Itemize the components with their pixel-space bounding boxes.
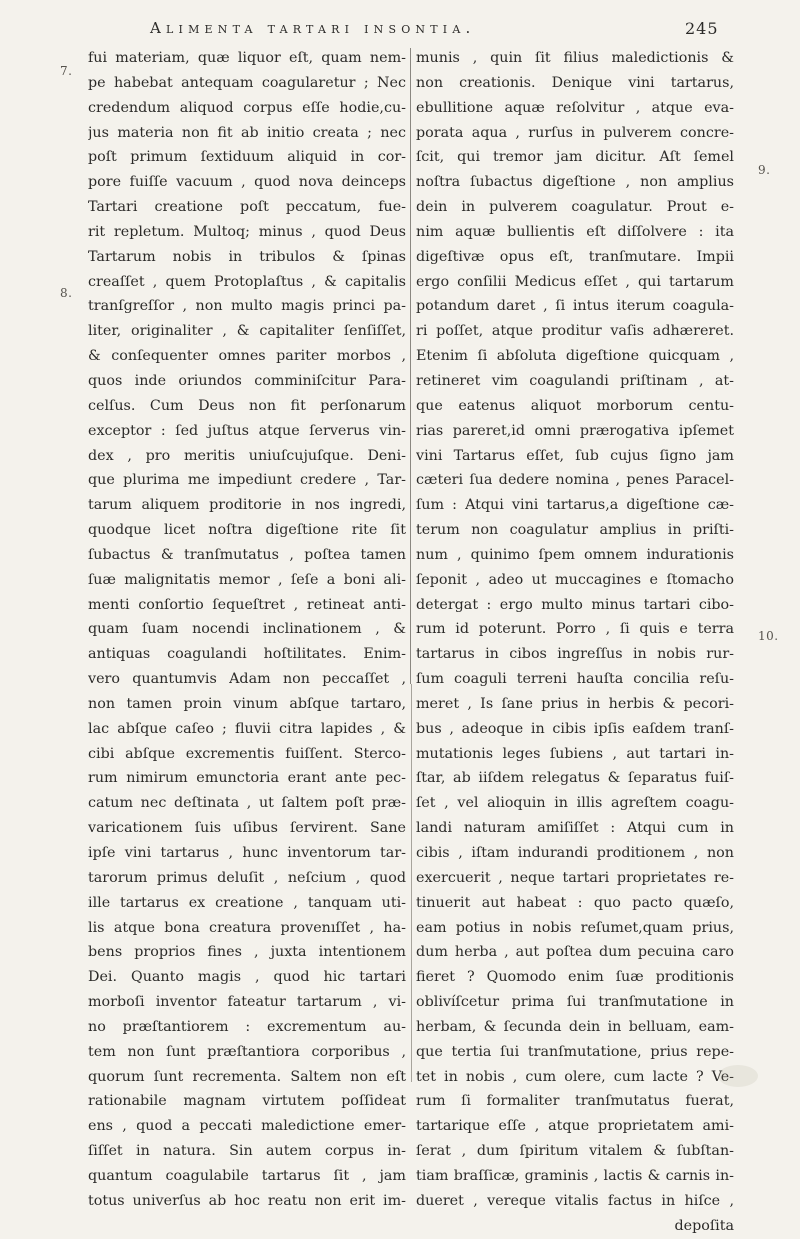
text-line: ipſe vini tartarus , hunc inventorum tar- xyxy=(88,845,406,861)
margin-note: 8. xyxy=(60,286,73,300)
margin-note: 9. xyxy=(758,163,771,177)
text-line: detergat : ergo multo minus tartari cibo- xyxy=(416,596,734,613)
text-line: rias pareret,id omni prærogativa ipſemet xyxy=(416,422,734,439)
text-line: Dei. Quanto magis , quod hic tartari xyxy=(88,969,406,986)
text-line: munis , quin ſit filius maledictionis & xyxy=(416,50,734,66)
text-line: ebullitione aquæ reſolvitur , atque eva- xyxy=(416,99,734,116)
text-line: que eatenus aliquot morborum centu- xyxy=(416,397,734,414)
text-line: porata aqua , rurſus in pulverem concre- xyxy=(416,124,734,141)
text-line: tem non ſunt præſtantiora corporibus , xyxy=(88,1043,406,1060)
text-line: mutationis leges ſubiens , aut tartari in- xyxy=(416,745,734,762)
text-line: celſus. Cum Deus non fit perſonarum xyxy=(88,397,406,414)
text-line: ſiſſet in natura. Sin autem corpus in- xyxy=(88,1143,406,1160)
text-line: quantum coagulabile tartarus ſit , jam xyxy=(88,1167,406,1184)
text-line: liter, originaliter , & capitaliter ſenſiſſet, xyxy=(88,323,406,340)
text-line: dex , pro meritis uniuſcujuſque. Deni- xyxy=(88,447,406,464)
text-line: quam ſuam nocendi inclinationem , & xyxy=(88,621,406,638)
text-line: quodque licet noſtra digeſtione rite ſit xyxy=(88,522,406,539)
text-line: varicationem ſuis uſibus ſervirent. Sane xyxy=(88,820,406,837)
text-line: Etenim ſi abſoluta digeſtione quicquam , xyxy=(416,348,734,365)
text-line: tartarique eſſe , atque proprietatem ami- xyxy=(416,1118,734,1135)
margin-note: 10. xyxy=(758,629,779,643)
text-line: pe habebat antequam coagularetur ; Nec xyxy=(88,74,406,91)
text-line: ille tartarus ex creatione , tanquam uti- xyxy=(88,894,406,911)
text-line: ri poſſet, atque proditur vaſis adhæreret. xyxy=(416,323,734,340)
text-line: ergo conſilii Medicus eſſet , qui tartarum xyxy=(416,273,734,290)
text-line: potandum daret , ſi intus iterum coagula- xyxy=(416,298,734,315)
text-line: lac abſque caſeo ; fluvii citra lapides , & xyxy=(88,720,406,737)
text-line: cibis , iſtam indurandi proditionem , non xyxy=(416,845,734,861)
text-line: tiam braſſicæ, graminis , lactis & carnis in- xyxy=(416,1167,734,1184)
text-line: & conſequenter omnes pariter morbos , xyxy=(88,348,406,365)
text-line: landi naturam amiſiſſet : Atqui cum in xyxy=(416,820,734,837)
text-line: non creationis. Denique vini tartarus, xyxy=(416,74,734,91)
text-line: rit repletum. Multoq; minus , quod Deus xyxy=(88,223,406,240)
text-line: non tamen proin vinum abſque tartaro, xyxy=(88,695,406,712)
text-line: rum ſi formaliter tranſmutatus fuerat, xyxy=(416,1093,734,1110)
text-line: Tartarum nobis in tribulos & ſpinas xyxy=(88,248,406,265)
text-line: credendum aliquod corpus eſſe hodie,cu- xyxy=(88,99,406,116)
left-text-column xyxy=(88,46,406,1214)
text-line: rationabile magnam virtutem poſſideat xyxy=(88,1093,406,1110)
text-line: ſet , vel alioquin in illis agreſtem coagu- xyxy=(416,795,734,812)
text-line: ſuæ malignitatis memor , ſeſe a boni ali- xyxy=(88,571,406,588)
text-line: retineret vim coagulandi priſtinam , at- xyxy=(416,372,734,389)
text-line: oblivíſcetur prima ſui tranſmutatione in xyxy=(416,994,734,1011)
text-line: meret , Is ſane prius in herbis & pecori- xyxy=(416,695,734,712)
text-line: menti conſortio ſequeſtret , retineat anti- xyxy=(88,596,406,613)
text-line: fieret ? Quomodo enim ſuæ proditionis xyxy=(416,969,734,986)
text-line: eam potius in nobis reſumet,quam prius, xyxy=(416,919,734,936)
text-line: totus univerſus ab hoc reatu non erit im- xyxy=(88,1192,406,1209)
text-line: Tartari creatione poſt peccatum, fue- xyxy=(88,199,406,216)
text-line: ſum coaguli terreni hauſta concilia reſu- xyxy=(416,671,734,688)
text-line: dueret , vereque vitalis factus in hiſce , xyxy=(416,1192,734,1209)
text-line: depoſita xyxy=(674,1217,734,1234)
text-line: num , quinimo ſpem omnem indurationis xyxy=(416,546,734,563)
text-line: digeſtivæ opus eſt, tranſmutare. Impii xyxy=(416,248,734,265)
text-line: ſubactus & tranſmutatus , poſtea tamen xyxy=(88,546,406,563)
text-line: que plurima me impediunt credere , Tar- xyxy=(88,472,406,489)
text-line: creaſſet , quem Protoplaſtus , & capitalis xyxy=(88,273,406,290)
text-line: rum nimirum emunctoria erant ante pec- xyxy=(88,770,406,787)
paper-stain xyxy=(718,1065,758,1087)
text-line: bens proprios fines , juxta intentionem xyxy=(88,944,406,961)
text-line: tet in nobis , cum olere, cum lacte ? Ve- xyxy=(416,1068,734,1085)
text-line: terum non coagulatur amplius in priſti- xyxy=(416,522,734,539)
text-line: ens , quod a peccati maledictione emer- xyxy=(88,1118,406,1135)
text-line: dein in pulverem coagulatur. Prout e- xyxy=(416,199,734,216)
text-line: vini Tartarus eſſet, ſub cujus ſigno jam xyxy=(416,447,734,464)
text-line: morboſi inventor fateatur tartarum , vi- xyxy=(88,994,406,1011)
text-line: cæteri ſua dedere nomina , penes Paracel- xyxy=(416,472,734,489)
page-header xyxy=(150,19,790,45)
text-line: poſt primum ſextiduum aliquid in cor- xyxy=(88,149,406,166)
running-head: Alimenta tartari insontia. xyxy=(150,19,476,37)
text-line: jus materia non fit ab initio creata ; nec xyxy=(88,124,406,141)
column-divider xyxy=(411,684,412,1082)
column-divider xyxy=(410,48,411,684)
text-line: tarorum primus deluſit , neſcium , quod xyxy=(88,869,406,886)
text-line: dum herba , aut poſtea dum pecuina caro xyxy=(416,944,734,961)
text-line: tranſgreſſor , non multo magis princi pa- xyxy=(88,298,406,315)
text-line: tarum aliquem proditorie in nos ingredi, xyxy=(88,497,406,514)
text-line: nim aquæ bullientis eſt diſſolvere : ita xyxy=(416,223,734,240)
text-line: vero quantumvis Adam non peccaſſet , xyxy=(88,671,406,688)
page-number: 245 xyxy=(685,19,719,38)
text-line: lis atque bona creatura provenıſſet , ha- xyxy=(88,919,406,936)
text-line: no præſtantiorem : excrementum au- xyxy=(88,1018,406,1035)
text-line: herbam, & ſecunda dein in belluam, eam- xyxy=(416,1018,734,1035)
text-line: ſtar, ab iiſdem relegatus & ſeparatus fuiſ- xyxy=(416,770,734,787)
text-line: ſum : Atqui vini tartarus,a digeſtione cæ- xyxy=(416,497,734,514)
text-line: que tertia ſui tranſmutatione, prius repe- xyxy=(416,1043,734,1060)
text-line: ſcit, qui tremor jam dicitur. Aſt ſemel xyxy=(416,149,734,166)
text-line: noſtra ſubactus digeſtione , non amplius xyxy=(416,174,734,191)
text-line: tartarus in cibos ingreſſus in nobis rur- xyxy=(416,646,734,663)
text-line: pore fuiſſe vacuum , quod nova deinceps xyxy=(88,174,406,191)
text-line: fui materiam, quæ liquor eſt, quam nem- xyxy=(88,50,406,66)
text-line: catum nec deſtinata , ut ſaltem poſt præ- xyxy=(88,795,406,812)
text-line: exceptor : ſed juſtus atque ſerverus vin- xyxy=(88,422,406,439)
text-line: quorum ſunt recrementa. Saltem non eſt xyxy=(88,1068,406,1085)
text-line: tinuerit aut habeat : quo pacto quæſo, xyxy=(416,894,734,911)
text-line: rum id poterunt. Porro , ſi quis e terra xyxy=(416,621,734,638)
right-text-column xyxy=(416,46,734,1239)
text-line: bus , adeoque in cibis ipſis eaſdem tranſ- xyxy=(416,720,734,737)
text-line: antiquas coagulandi hoſtilitates. Enim- xyxy=(88,646,406,663)
text-line: quos inde oriundos comminiſcitur Para- xyxy=(88,372,406,389)
text-line: cibi abſque excrementis fuiſſent. Sterco- xyxy=(88,745,406,762)
text-line: ſeponit , adeo ut muccagines e ſtomacho xyxy=(416,571,734,588)
text-line: ſerat , dum ſpiritum vitalem & ſubſtan- xyxy=(416,1143,734,1160)
text-line: exercuerit , neque tartari proprietates re- xyxy=(416,869,734,886)
margin-note: 7. xyxy=(60,64,73,78)
